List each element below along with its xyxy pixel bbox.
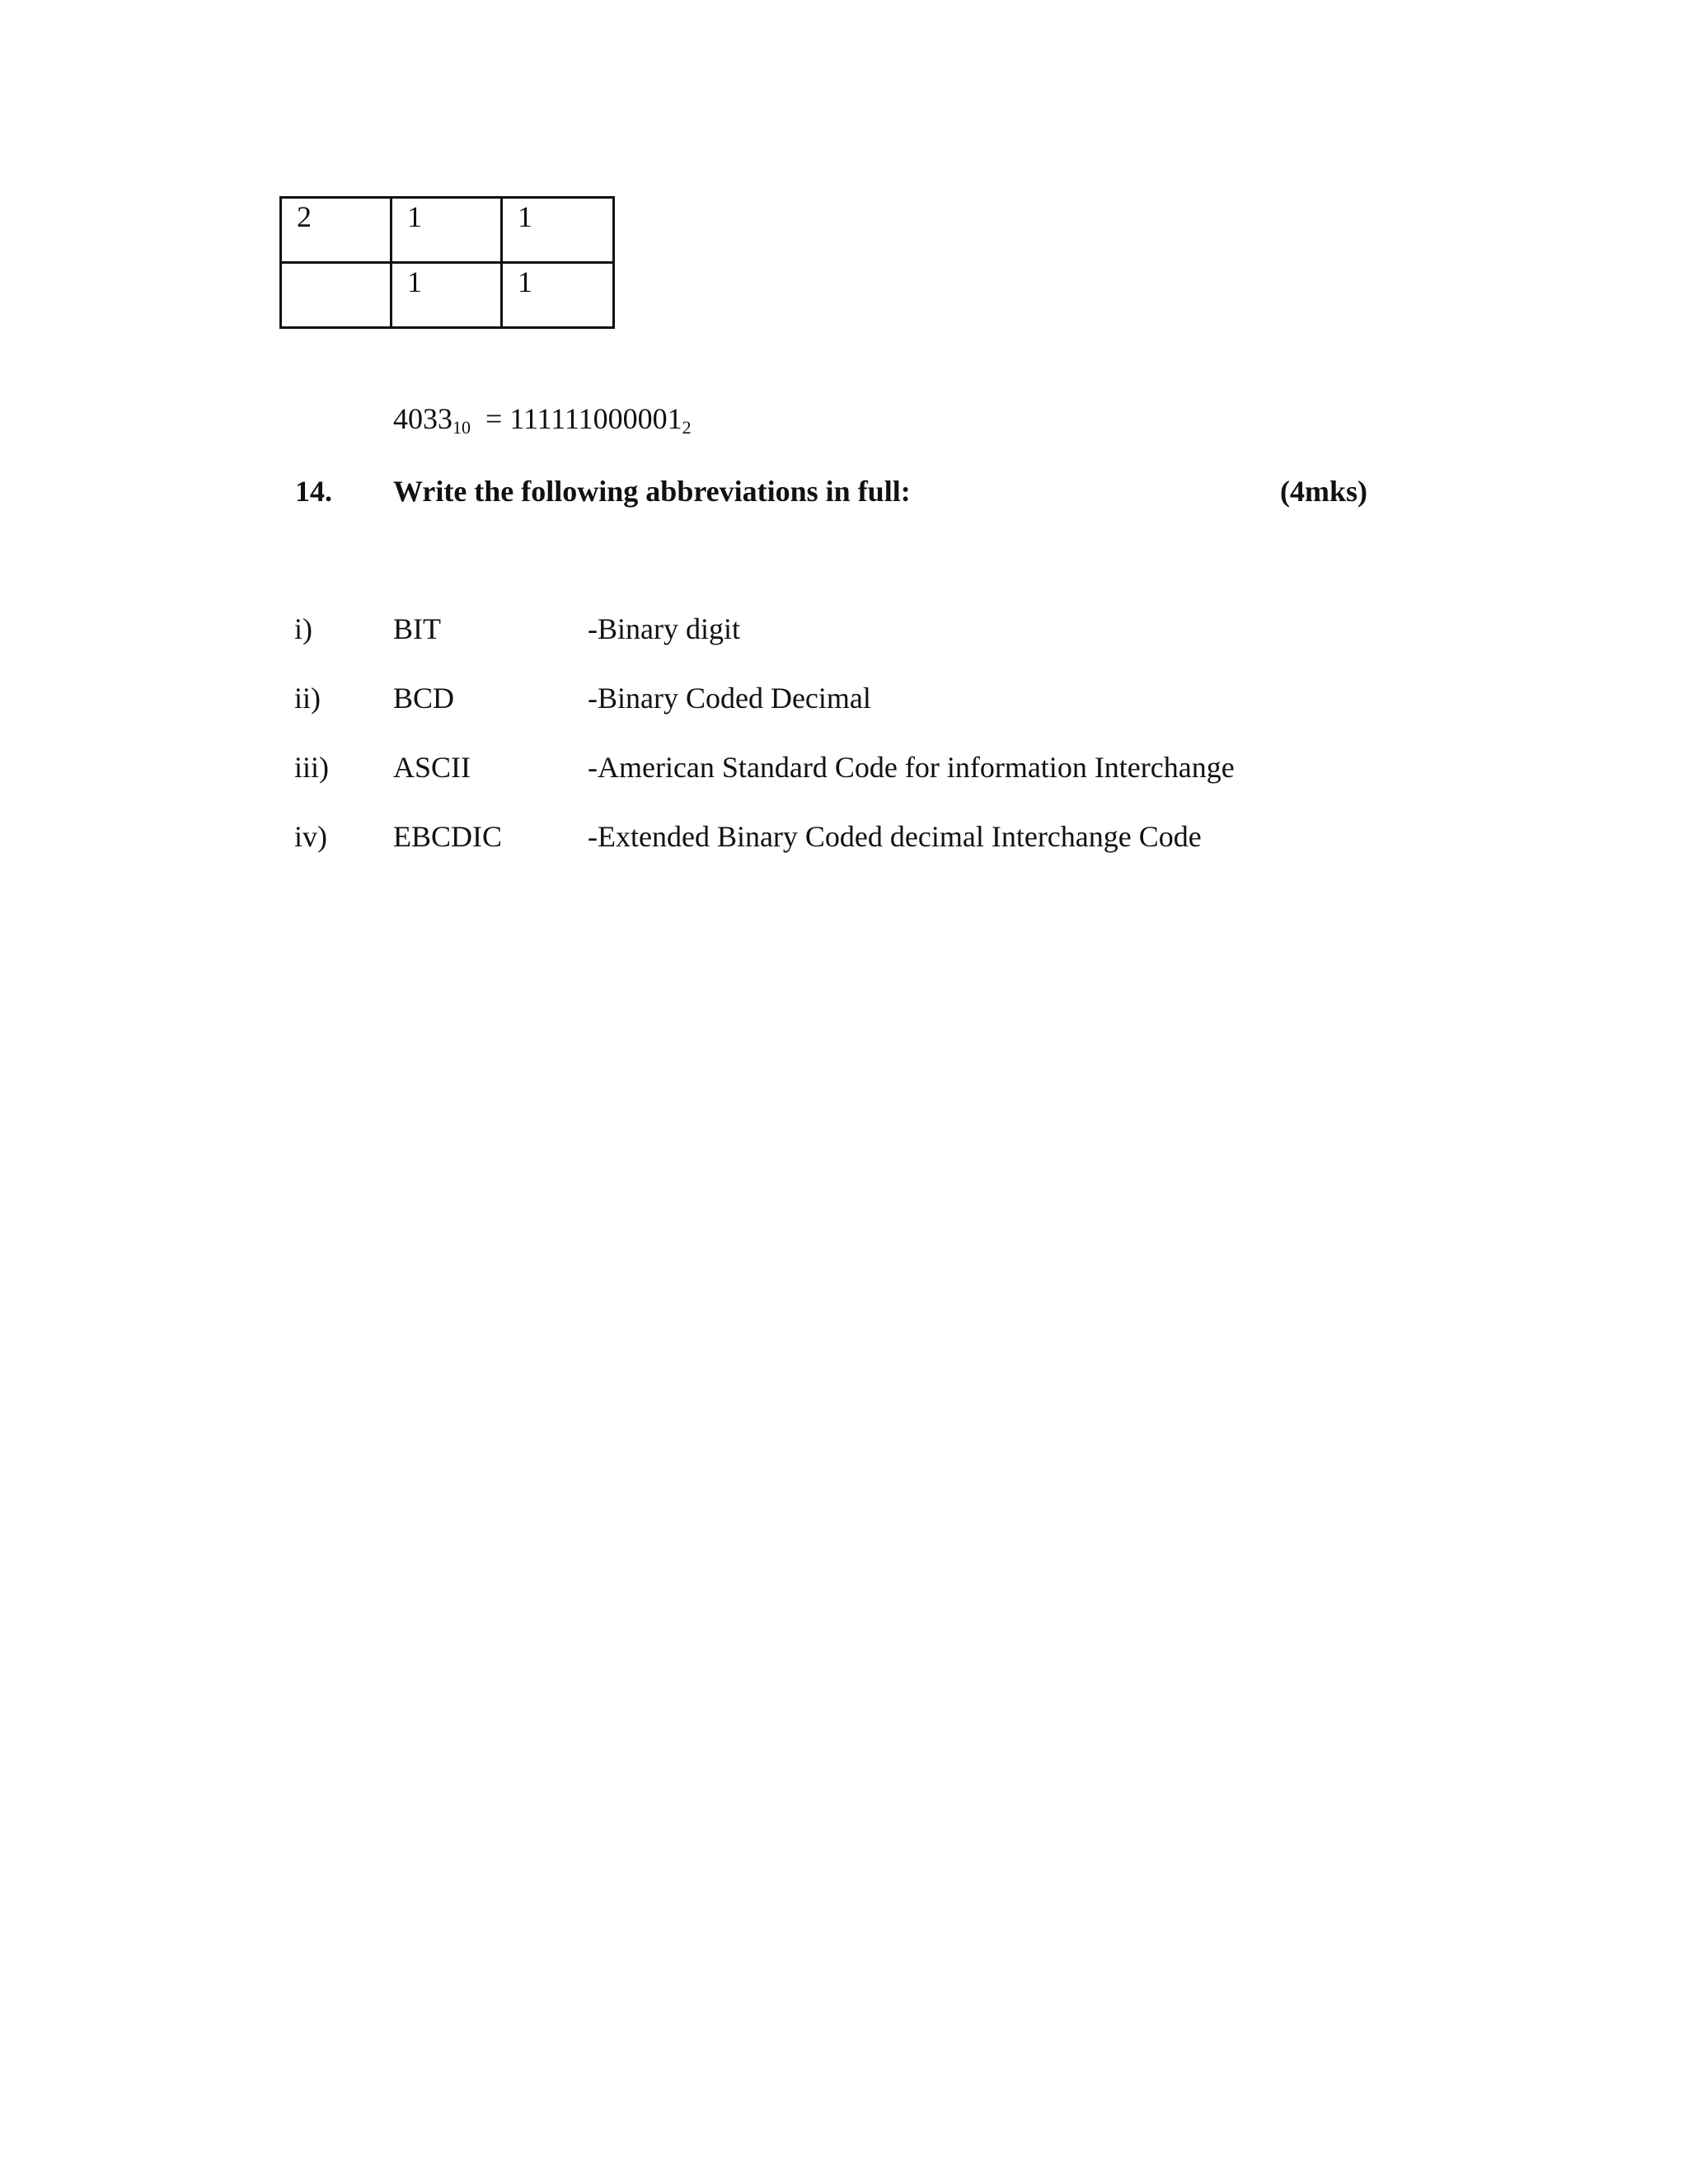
question-number: 14. (295, 475, 332, 508)
answer-abbreviation: BIT (393, 612, 441, 645)
answer-abbreviation: ASCII (393, 751, 471, 784)
question-text: Write the following abbreviations in full: (393, 475, 911, 508)
equals-sign: = (485, 402, 503, 435)
answer-full-form: -Extended Binary Coded decimal Interchange Code (588, 820, 1202, 853)
answer-numeral: iv) (294, 820, 327, 853)
answer-numeral: ii) (294, 682, 321, 715)
decimal-base: 10 (452, 417, 471, 438)
binary-base: 2 (682, 417, 692, 438)
decimal-value: 4033 (393, 402, 452, 435)
table-row (281, 198, 614, 263)
table-row (281, 263, 614, 328)
table-cell (281, 263, 392, 328)
table-cell: 2 (281, 198, 392, 263)
table-cell: 1 (392, 263, 502, 328)
answer-abbreviation: BCD (393, 682, 455, 715)
division-table (279, 196, 615, 329)
answer-full-form: -American Standard Code for information Interchange (588, 751, 1235, 784)
table-cell: 1 (392, 198, 502, 263)
binary-value: 111111000001 (509, 402, 682, 435)
answer-full-form: -Binary Coded Decimal (588, 682, 871, 715)
answer-numeral: iii) (294, 751, 329, 784)
table-cell: 1 (502, 198, 614, 263)
answer-abbreviation: EBCDIC (393, 820, 503, 853)
conversion-result (393, 402, 692, 438)
answer-full-form: -Binary digit (588, 612, 740, 645)
table-cell: 1 (502, 263, 614, 328)
answer-numeral: i) (294, 612, 312, 645)
question-marks: (4mks) (1280, 475, 1367, 508)
